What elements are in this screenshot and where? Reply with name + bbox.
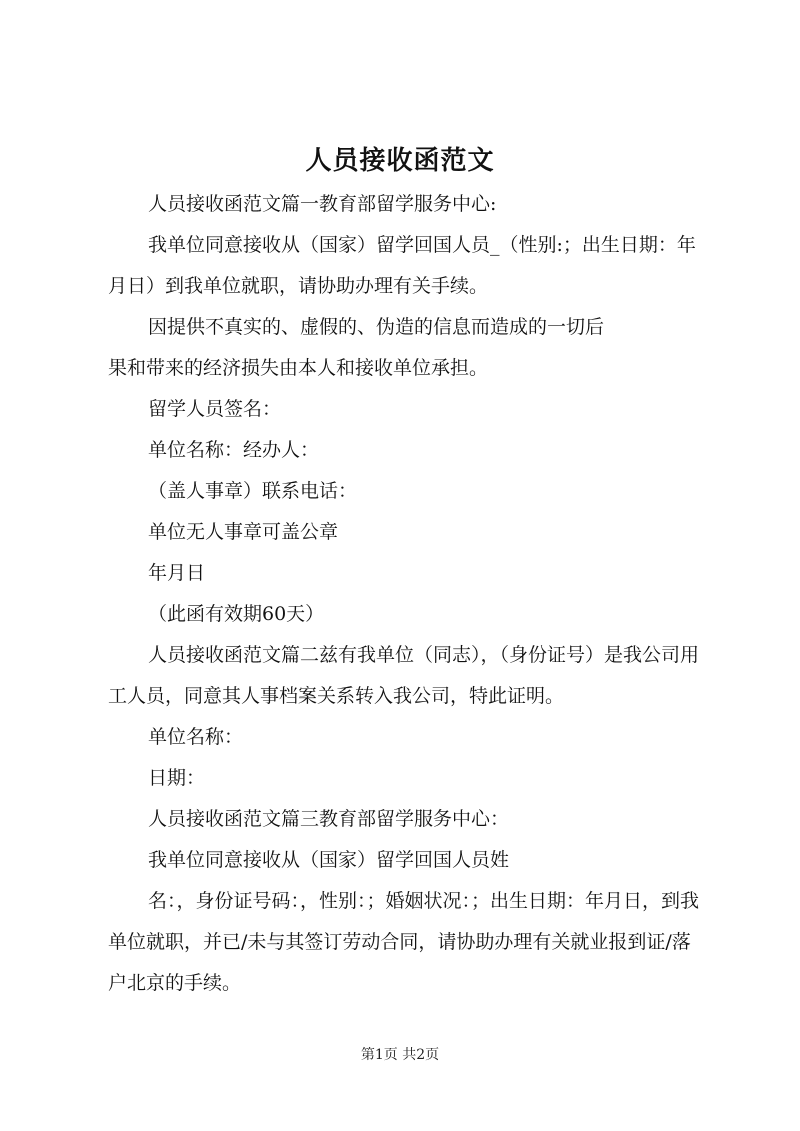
paragraph-1: 人员接收函范文篇一教育部留学服务中心: — [148, 193, 497, 215]
page-title: 人员接收函范文 — [305, 146, 495, 176]
paragraph-7: 单位无人事章可盖公章 — [148, 521, 339, 543]
paragraph-12: 日期： — [148, 767, 206, 789]
paragraph-2: 我单位同意接收从（国家）留学回国人员_（性别:；出生日期：年月日）到我单位就职，请协助办理有关手续。 — [108, 234, 696, 297]
paragraph-3a: 因提供不真实的、虚假的、伪造的信息而造成的一切后 — [148, 316, 605, 338]
paragraph-13: 人员接收函范文篇三教育部留学服务中心： — [148, 808, 510, 830]
document-body — [108, 184, 704, 1004]
paragraph-14: 我单位同意接收从（国家）留学回国人员姓 — [148, 849, 510, 871]
page-footer: 第1页 共2页 — [360, 1047, 440, 1063]
paragraph-6: （盖人事章）联系电话： — [148, 480, 358, 502]
paragraph-8: 年月日 — [148, 562, 206, 584]
paragraph-3b: 果和带来的经济损失由本人和接收单位承担。 — [108, 357, 489, 379]
paragraph-4: 留学人员签名： — [148, 398, 282, 420]
paragraph-15: 名：，身份证号码：，性别：；婚姻状况：；出生日期：年月日，到我单位就职，并已/未与其签订劳动合同，请协助办理有关就业报到证/落户北京的手续。 — [108, 890, 700, 994]
paragraph-9: （此函有效期60天） — [148, 603, 325, 625]
paragraph-11: 单位名称： — [148, 726, 244, 748]
paragraph-10: 人员接收函范文篇二兹有我单位（同志），（身份证号）是我公司用工人员，同意其人事档案关系转入我公司，特此证明。 — [108, 644, 700, 707]
paragraph-5: 单位名称：经办人： — [148, 439, 320, 461]
